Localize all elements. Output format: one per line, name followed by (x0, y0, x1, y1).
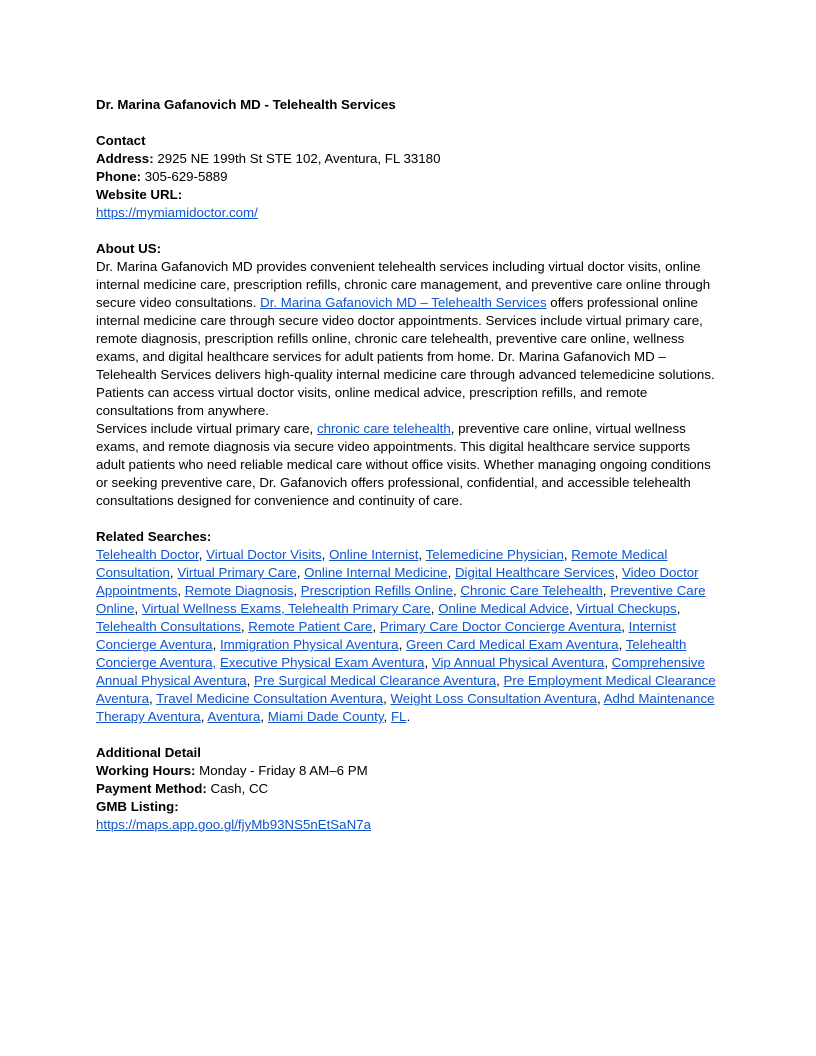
related-search-link[interactable]: Comprehensive Annual Physical Aventura (96, 655, 705, 688)
related-search-link[interactable]: Digital Healthcare Services (454, 565, 615, 580)
related-search-link[interactable]: Virtual Wellness Exams, Telehealth Primary Care (141, 601, 431, 616)
about-chronic-care-link[interactable]: chronic care telehealth (316, 421, 451, 436)
about-heading: About US: (96, 241, 161, 256)
related-search-link[interactable]: Remote Medical Consultation (96, 547, 668, 580)
related-search-link[interactable]: Miami Dade County (267, 709, 384, 724)
related-search-link[interactable]: Telehealth Consultations (96, 619, 241, 634)
related-search-link[interactable]: Primary Care Doctor Concierge Aventura (379, 619, 622, 634)
related-search-link[interactable]: Telehealth Doctor (96, 547, 199, 562)
about-paragraph-2: Services include virtual primary care, chronic care telehealth, preventive care online, virtual wellness exams, and remote diagnosis via secure video appointments. This digital healthcare service supports adult patients who need reliable medical care without office visits. Whether managing ongoing conditions or seeking preventive care, Dr. Gafanovich offers professional, confidential, and accessible telehealth consultations designed for convenience and continuity of care. (96, 421, 711, 508)
related-search-link[interactable]: Prescription Refills Online (300, 583, 453, 598)
related-search-link[interactable]: Remote Patient Care (248, 619, 373, 634)
related-search-link[interactable]: Preventive Care Online (96, 583, 706, 616)
about-telehealth-services-link[interactable]: Dr. Marina Gafanovich MD – Telehealth Services (260, 295, 547, 310)
phone-line (96, 168, 722, 186)
related-search-link[interactable]: Travel Medicine Consultation Aventura (156, 691, 384, 706)
related-search-link[interactable]: Remote Diagnosis (184, 583, 294, 598)
related-search-link[interactable]: Immigration Physical Aventura (219, 637, 399, 652)
phone-value: 305-629-5889 (141, 169, 228, 184)
working-hours-label: Working Hours: (96, 763, 196, 778)
address-label: Address: (96, 151, 154, 166)
related-search-link[interactable]: Weight Loss Consultation Aventura (390, 691, 597, 706)
additional-heading: Additional Detail (96, 745, 201, 760)
related-heading: Related Searches: (96, 529, 212, 544)
related-search-link[interactable]: Virtual Checkups (576, 601, 677, 616)
gmb-label: GMB Listing: (96, 799, 179, 814)
related-end-period: . (406, 709, 411, 724)
related-search-link[interactable]: Aventura (207, 709, 261, 724)
related-search-link[interactable]: Online Internist (329, 547, 419, 562)
related-search-link[interactable]: Pre Employment Medical Clearance Aventura (96, 673, 716, 706)
related-search-link[interactable]: Virtual Primary Care (177, 565, 297, 580)
related-search-link[interactable]: Executive Physical Exam Aventura (219, 655, 425, 670)
related-search-link[interactable]: Telehealth Concierge Aventura, (96, 637, 687, 670)
document-title: Dr. Marina Gafanovich MD - Telehealth Services (96, 97, 396, 112)
related-search-link[interactable]: Chronic Care Telehealth (460, 583, 603, 598)
related-search-link[interactable]: Pre Surgical Medical Clearance Aventura (253, 673, 497, 688)
related-search-link[interactable]: Telemedicine Physician (425, 547, 564, 562)
website-link[interactable]: https://mymiamidoctor.com/ (96, 205, 258, 220)
related-search-link[interactable]: Adhd Maintenance Therapy Aventura (96, 691, 715, 724)
address-value: 2925 NE 199th St STE 102, Aventura, FL 33180 (153, 151, 441, 166)
related-search-link[interactable]: Internist Concierge Aventura (96, 619, 676, 652)
payment-method-label: Payment Method: (96, 781, 207, 796)
address-line (96, 150, 722, 168)
about-paragraph-1: Dr. Marina Gafanovich MD provides convenient telehealth services including virtual doctor visits, online internal medicine care, prescription refills, chronic care management, and preventive care online through secure video consultations. Dr. Marina Gafanovich MD – Telehealth Services offers professional online internal medicine care through secure video doctor appointments. Services include virtual primary care, remote diagnosis, prescription refills online, chronic care telehealth, preventive care online, wellness exams, and digital healthcare services for adult patients from home. Dr. Marina Gafanovich MD – Telehealth Services delivers high-quality internal medicine care through advanced telemedicine solutions. Patients can access virtual doctor visits, online medical advice, prescription refills, and remote consultations from anywhere. (96, 259, 715, 418)
related-search-link[interactable]: Online Medical Advice (438, 601, 570, 616)
website-label: Website URL: (96, 187, 183, 202)
related-search-link[interactable]: Online Internal Medicine (304, 565, 448, 580)
payment-method-value: Cash, CC (206, 781, 269, 796)
working-hours-line (96, 762, 722, 780)
related-search-link[interactable]: Vip Annual Physical Aventura (431, 655, 605, 670)
phone-label: Phone: (96, 169, 142, 184)
payment-method-line (96, 780, 722, 798)
related-search-link[interactable]: FL (390, 709, 407, 724)
related-search-link[interactable]: Green Card Medical Exam Aventura (405, 637, 619, 652)
gmb-link[interactable]: https://maps.app.goo.gl/fjyMb93NS5nEtSaN7a (96, 817, 371, 832)
related-search-link[interactable]: Virtual Doctor Visits (206, 547, 322, 562)
working-hours-value: Monday - Friday 8 AM–6 PM (195, 763, 368, 778)
document-content (96, 96, 722, 834)
related-searches-list: Telehealth Doctor, Virtual Doctor Visits, Online Internist, Telemedicine Physician, Remote Medical Consultation, Virtual Primary Care, Online Internal Medicine, Digital Healthcare Services, Video Doctor Appointments, Remote Diagnosis, Prescription Refills Online, Chronic Care Telehealth, Preventive Care Online, Virtual Wellness Exams, Telehealth Primary Care, Online Medical Advice, Virtual Checkups, Telehealth Consultations, Remote Patient Care, Primary Care Doctor Concierge Aventura, Internist Concierge Aventura, Immigration Physical Aventura, Green Card Medical Exam Aventura, Telehealth Concierge Aventura, Executive Physical Exam Aventura, Vip Annual Physical Aventura, Comprehensive Annual Physical Aventura, Pre Surgical Medical Clearance Aventura, Pre Employment Medical Clearance Aventura, Travel Medicine Consultation Aventura, Weight Loss Consultation Aventura, Adhd Maintenance Therapy Aventura, Aventura, Miami Dade County, FL. (96, 547, 716, 724)
contact-heading: Contact (96, 133, 146, 148)
related-search-link[interactable]: Video Doctor Appointments (96, 565, 699, 598)
